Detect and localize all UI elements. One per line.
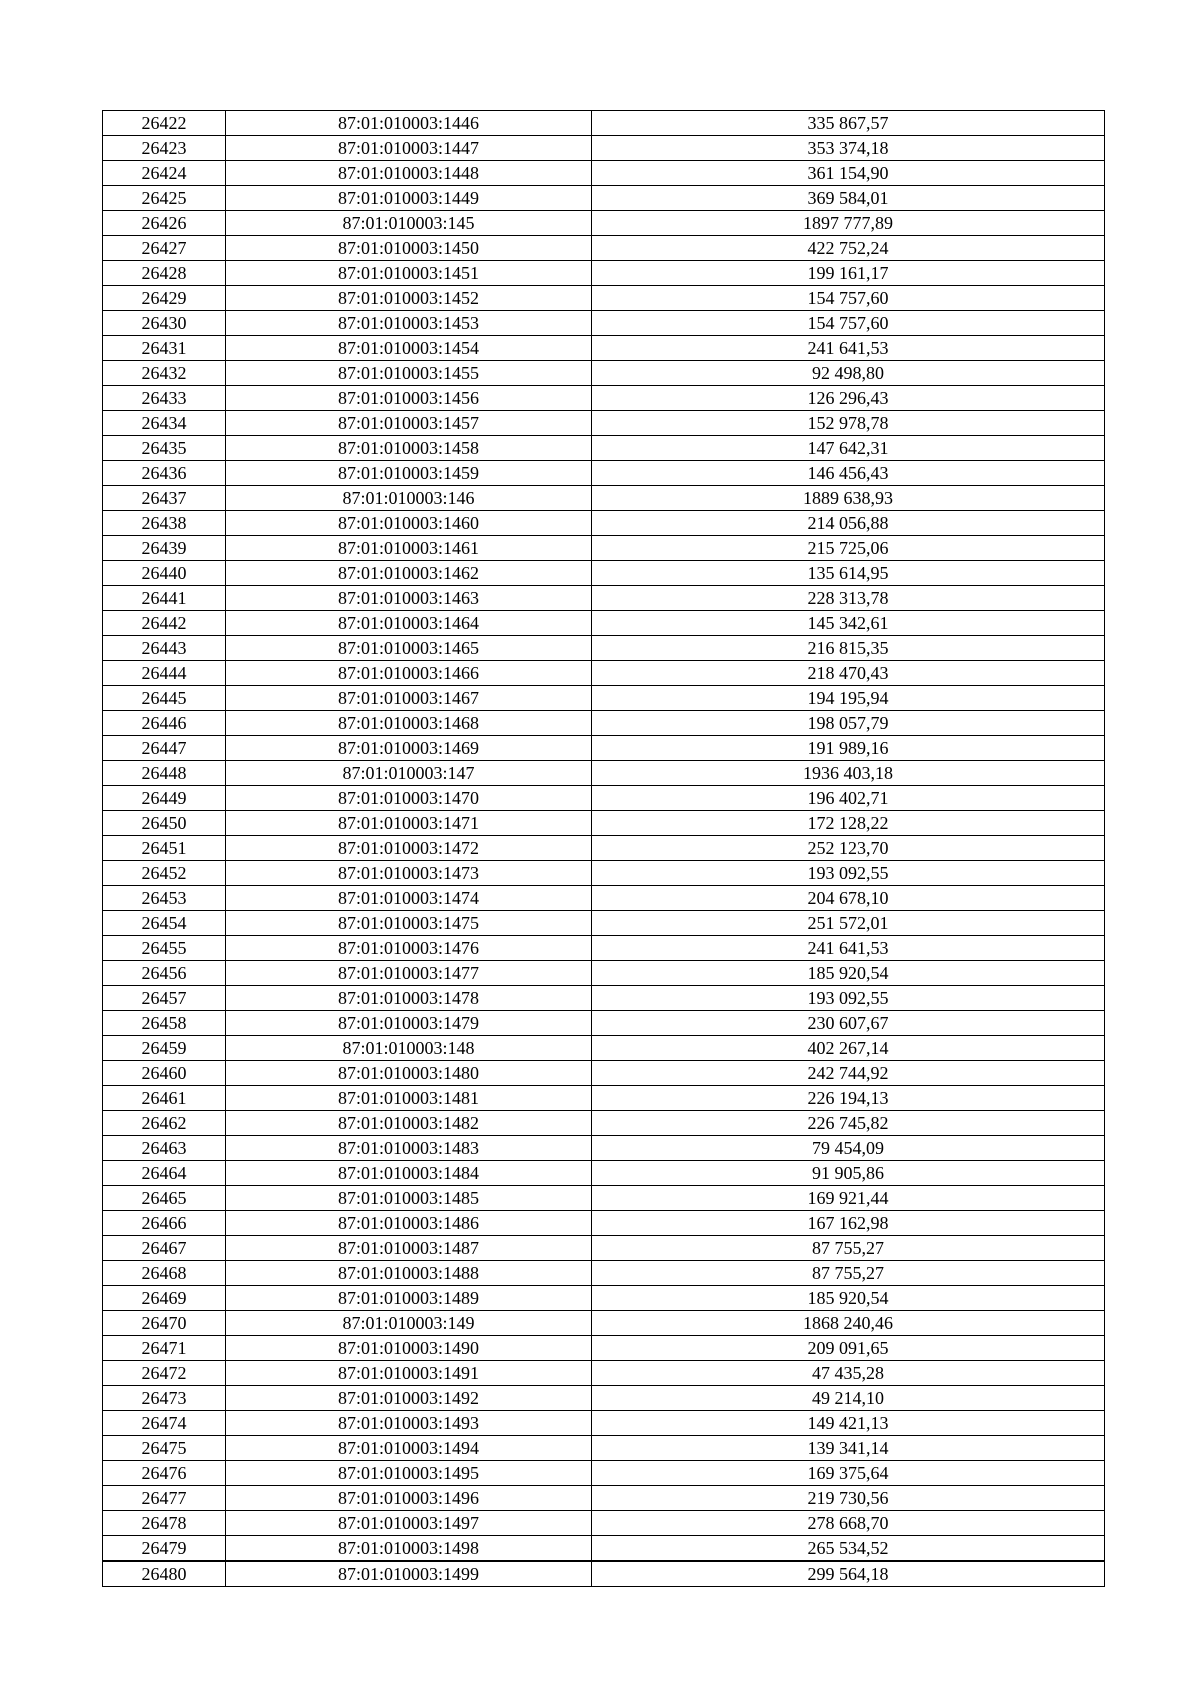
table-row: [103, 1336, 1105, 1361]
cadastral-value-cell: 369 584,01: [592, 186, 1105, 211]
table-row: [103, 911, 1105, 936]
row-number-cell: 26454: [103, 911, 226, 936]
table-row: [103, 1111, 1105, 1136]
cadastral-number-cell: 87:01:010003:1452: [226, 286, 592, 311]
cadastral-number-cell: 87:01:010003:1496: [226, 1486, 592, 1511]
cadastral-number-cell: 87:01:010003:1448: [226, 161, 592, 186]
table-row: [103, 436, 1105, 461]
cadastral-value-cell: 87 755,27: [592, 1261, 1105, 1286]
cadastral-value-cell: 149 421,13: [592, 1411, 1105, 1436]
cadastral-number-cell: 87:01:010003:149: [226, 1311, 592, 1336]
cadastral-value-cell: 172 128,22: [592, 811, 1105, 836]
row-number-cell: 26460: [103, 1061, 226, 1086]
table-row: [103, 611, 1105, 636]
cadastral-value-cell: 218 470,43: [592, 661, 1105, 686]
cadastral-value-cell: 147 642,31: [592, 436, 1105, 461]
cadastral-number-cell: 87:01:010003:1461: [226, 536, 592, 561]
table-row: [103, 111, 1105, 136]
table-row: [103, 186, 1105, 211]
table-row: [103, 1461, 1105, 1486]
row-number-cell: 26472: [103, 1361, 226, 1386]
row-number-cell: 26438: [103, 511, 226, 536]
row-number-cell: 26469: [103, 1286, 226, 1311]
table-row: [103, 861, 1105, 886]
table-row: [103, 886, 1105, 911]
row-number-cell: 26452: [103, 861, 226, 886]
table-row: [103, 1311, 1105, 1336]
cadastral-number-cell: 87:01:010003:1476: [226, 936, 592, 961]
table-row: [103, 211, 1105, 236]
table-row: [103, 736, 1105, 761]
row-number-cell: 26468: [103, 1261, 226, 1286]
table-row: [103, 711, 1105, 736]
cadastral-value-cell: 167 162,98: [592, 1211, 1105, 1236]
cadastral-value-cell: 216 815,35: [592, 636, 1105, 661]
cadastral-value-cell: 353 374,18: [592, 136, 1105, 161]
row-number-cell: 26457: [103, 986, 226, 1011]
cadastral-value-cell: 335 867,57: [592, 111, 1105, 136]
table-row: [103, 1036, 1105, 1061]
cadastral-number-cell: 87:01:010003:1464: [226, 611, 592, 636]
table-row: [103, 936, 1105, 961]
table-row: [103, 586, 1105, 611]
cadastral-number-cell: 87:01:010003:1458: [226, 436, 592, 461]
cadastral-number-cell: 87:01:010003:1449: [226, 186, 592, 211]
row-number-cell: 26429: [103, 286, 226, 311]
row-number-cell: 26464: [103, 1161, 226, 1186]
cadastral-number-cell: 87:01:010003:1497: [226, 1511, 592, 1536]
cadastral-value-cell: 241 641,53: [592, 336, 1105, 361]
cadastral-number-cell: 87:01:010003:146: [226, 486, 592, 511]
table-row: [103, 986, 1105, 1011]
cadastral-number-cell: 87:01:010003:148: [226, 1036, 592, 1061]
cadastral-number-cell: 87:01:010003:1490: [226, 1336, 592, 1361]
cadastral-value-cell: 242 744,92: [592, 1061, 1105, 1086]
table-row: [103, 461, 1105, 486]
cadastral-value-cell: 193 092,55: [592, 861, 1105, 886]
table-row: [103, 961, 1105, 986]
row-number-cell: 26439: [103, 536, 226, 561]
row-number-cell: 26432: [103, 361, 226, 386]
cadastral-number-cell: 87:01:010003:1465: [226, 636, 592, 661]
cadastral-number-cell: 87:01:010003:1475: [226, 911, 592, 936]
cadastral-value-cell: 185 920,54: [592, 1286, 1105, 1311]
cadastral-number-cell: 87:01:010003:1446: [226, 111, 592, 136]
row-number-cell: 26430: [103, 311, 226, 336]
row-number-cell: 26451: [103, 836, 226, 861]
row-number-cell: 26453: [103, 886, 226, 911]
table-row: [103, 286, 1105, 311]
cadastral-value-cell: 169 375,64: [592, 1461, 1105, 1486]
cadastral-number-cell: 87:01:010003:1469: [226, 736, 592, 761]
table-row: [103, 311, 1105, 336]
cadastral-value-cell: 219 730,56: [592, 1486, 1105, 1511]
table-row: [103, 786, 1105, 811]
cadastral-value-cell: 252 123,70: [592, 836, 1105, 861]
table-row: [103, 1536, 1105, 1562]
row-number-cell: 26480: [103, 1561, 226, 1587]
table-row: [103, 1161, 1105, 1186]
row-number-cell: 26447: [103, 736, 226, 761]
row-number-cell: 26445: [103, 686, 226, 711]
cadastral-value-cell: 191 989,16: [592, 736, 1105, 761]
row-number-cell: 26440: [103, 561, 226, 586]
cadastral-value-cell: 146 456,43: [592, 461, 1105, 486]
cadastral-number-cell: 87:01:010003:1498: [226, 1536, 592, 1562]
cadastral-number-cell: 87:01:010003:1456: [226, 386, 592, 411]
cadastral-number-cell: 87:01:010003:1495: [226, 1461, 592, 1486]
row-number-cell: 26431: [103, 336, 226, 361]
row-number-cell: 26459: [103, 1036, 226, 1061]
row-number-cell: 26422: [103, 111, 226, 136]
cadastral-value-cell: 226 745,82: [592, 1111, 1105, 1136]
row-number-cell: 26473: [103, 1386, 226, 1411]
table-row: [103, 1386, 1105, 1411]
cadastral-value-cell: 185 920,54: [592, 961, 1105, 986]
cadastral-value-cell: 199 161,17: [592, 261, 1105, 286]
table-row: [103, 811, 1105, 836]
table-row: [103, 761, 1105, 786]
table-row: [103, 561, 1105, 586]
row-number-cell: 26428: [103, 261, 226, 286]
table-row: [103, 1061, 1105, 1086]
row-number-cell: 26426: [103, 211, 226, 236]
row-number-cell: 26476: [103, 1461, 226, 1486]
row-number-cell: 26470: [103, 1311, 226, 1336]
cadastral-value-cell: 251 572,01: [592, 911, 1105, 936]
row-number-cell: 26436: [103, 461, 226, 486]
row-number-cell: 26448: [103, 761, 226, 786]
cadastral-number-cell: 87:01:010003:1499: [226, 1561, 592, 1587]
cadastral-number-cell: 87:01:010003:1486: [226, 1211, 592, 1236]
cadastral-number-cell: 87:01:010003:1489: [226, 1286, 592, 1311]
cadastral-value-cell: 204 678,10: [592, 886, 1105, 911]
cadastral-value-cell: 194 195,94: [592, 686, 1105, 711]
cadastral-number-cell: 87:01:010003:1484: [226, 1161, 592, 1186]
cadastral-value-cell: 91 905,86: [592, 1161, 1105, 1186]
cadastral-value-cell: 209 091,65: [592, 1336, 1105, 1361]
cadastral-value-cell: 169 921,44: [592, 1186, 1105, 1211]
table-body: [103, 111, 1105, 1587]
cadastral-number-cell: 87:01:010003:1492: [226, 1386, 592, 1411]
cadastral-number-cell: 87:01:010003:1455: [226, 361, 592, 386]
cadastral-value-cell: 1889 638,93: [592, 486, 1105, 511]
table-row: [103, 1236, 1105, 1261]
cadastral-number-cell: 87:01:010003:1462: [226, 561, 592, 586]
cadastral-value-cell: 139 341,14: [592, 1436, 1105, 1461]
cadastral-number-cell: 87:01:010003:1477: [226, 961, 592, 986]
cadastral-value-cell: 361 154,90: [592, 161, 1105, 186]
cadastral-number-cell: 87:01:010003:1479: [226, 1011, 592, 1036]
cadastral-number-cell: 87:01:010003:1471: [226, 811, 592, 836]
table-row: [103, 136, 1105, 161]
table-row: [103, 1361, 1105, 1386]
row-number-cell: 26458: [103, 1011, 226, 1036]
cadastral-value-table: [102, 110, 1105, 1587]
table-row: [103, 386, 1105, 411]
row-number-cell: 26442: [103, 611, 226, 636]
table-row: [103, 1561, 1105, 1587]
row-number-cell: 26477: [103, 1486, 226, 1511]
row-number-cell: 26461: [103, 1086, 226, 1111]
cadastral-value-cell: 228 313,78: [592, 586, 1105, 611]
table-row: [103, 161, 1105, 186]
table-row: [103, 1486, 1105, 1511]
table-row: [103, 836, 1105, 861]
cadastral-number-cell: 87:01:010003:1491: [226, 1361, 592, 1386]
row-number-cell: 26444: [103, 661, 226, 686]
row-number-cell: 26441: [103, 586, 226, 611]
row-number-cell: 26450: [103, 811, 226, 836]
row-number-cell: 26435: [103, 436, 226, 461]
row-number-cell: 26466: [103, 1211, 226, 1236]
cadastral-value-cell: 278 668,70: [592, 1511, 1105, 1536]
cadastral-number-cell: 87:01:010003:1459: [226, 461, 592, 486]
cadastral-value-cell: 154 757,60: [592, 311, 1105, 336]
cadastral-number-cell: 87:01:010003:1487: [226, 1236, 592, 1261]
row-number-cell: 26465: [103, 1186, 226, 1211]
cadastral-number-cell: 87:01:010003:1453: [226, 311, 592, 336]
row-number-cell: 26424: [103, 161, 226, 186]
cadastral-value-cell: 226 194,13: [592, 1086, 1105, 1111]
table-row: [103, 1411, 1105, 1436]
cadastral-number-cell: 87:01:010003:1480: [226, 1061, 592, 1086]
row-number-cell: 26462: [103, 1111, 226, 1136]
cadastral-number-cell: 87:01:010003:1488: [226, 1261, 592, 1286]
row-number-cell: 26455: [103, 936, 226, 961]
row-number-cell: 26449: [103, 786, 226, 811]
row-number-cell: 26456: [103, 961, 226, 986]
cadastral-value-cell: 265 534,52: [592, 1536, 1105, 1562]
cadastral-number-cell: 87:01:010003:1451: [226, 261, 592, 286]
cadastral-number-cell: 87:01:010003:1466: [226, 661, 592, 686]
cadastral-number-cell: 87:01:010003:147: [226, 761, 592, 786]
cadastral-number-cell: 87:01:010003:1457: [226, 411, 592, 436]
cadastral-value-cell: 215 725,06: [592, 536, 1105, 561]
cadastral-value-cell: 152 978,78: [592, 411, 1105, 436]
cadastral-value-cell: 135 614,95: [592, 561, 1105, 586]
cadastral-value-cell: 92 498,80: [592, 361, 1105, 386]
table-row: [103, 536, 1105, 561]
row-number-cell: 26425: [103, 186, 226, 211]
row-number-cell: 26423: [103, 136, 226, 161]
row-number-cell: 26474: [103, 1411, 226, 1436]
row-number-cell: 26433: [103, 386, 226, 411]
row-number-cell: 26443: [103, 636, 226, 661]
table-row: [103, 411, 1105, 436]
cadastral-number-cell: 87:01:010003:1482: [226, 1111, 592, 1136]
cadastral-value-cell: 198 057,79: [592, 711, 1105, 736]
table-row: [103, 1511, 1105, 1536]
cadastral-value-cell: 230 607,67: [592, 1011, 1105, 1036]
cadastral-number-cell: 87:01:010003:1481: [226, 1086, 592, 1111]
row-number-cell: 26446: [103, 711, 226, 736]
cadastral-value-cell: 154 757,60: [592, 286, 1105, 311]
table-row: [103, 236, 1105, 261]
cadastral-value-cell: 49 214,10: [592, 1386, 1105, 1411]
table-row: [103, 336, 1105, 361]
table-row: [103, 361, 1105, 386]
row-number-cell: 26478: [103, 1511, 226, 1536]
cadastral-value-cell: 47 435,28: [592, 1361, 1105, 1386]
cadastral-value-cell: 126 296,43: [592, 386, 1105, 411]
row-number-cell: 26467: [103, 1236, 226, 1261]
table-row: [103, 1086, 1105, 1111]
table-row: [103, 1136, 1105, 1161]
table-row: [103, 1186, 1105, 1211]
cadastral-number-cell: 87:01:010003:1473: [226, 861, 592, 886]
table-row: [103, 1261, 1105, 1286]
cadastral-number-cell: 87:01:010003:1494: [226, 1436, 592, 1461]
row-number-cell: 26437: [103, 486, 226, 511]
document-page: [102, 110, 1104, 1587]
row-number-cell: 26434: [103, 411, 226, 436]
cadastral-number-cell: 87:01:010003:1447: [226, 136, 592, 161]
table-row: [103, 1011, 1105, 1036]
row-number-cell: 26471: [103, 1336, 226, 1361]
cadastral-value-cell: 214 056,88: [592, 511, 1105, 536]
cadastral-number-cell: 87:01:010003:1493: [226, 1411, 592, 1436]
cadastral-number-cell: 87:01:010003:1474: [226, 886, 592, 911]
cadastral-value-cell: 422 752,24: [592, 236, 1105, 261]
table-row: [103, 636, 1105, 661]
cadastral-value-cell: 241 641,53: [592, 936, 1105, 961]
cadastral-value-cell: 1897 777,89: [592, 211, 1105, 236]
cadastral-number-cell: 87:01:010003:1468: [226, 711, 592, 736]
cadastral-number-cell: 87:01:010003:1463: [226, 586, 592, 611]
table-row: [103, 1436, 1105, 1461]
cadastral-number-cell: 87:01:010003:145: [226, 211, 592, 236]
table-row: [103, 686, 1105, 711]
cadastral-value-cell: 299 564,18: [592, 1561, 1105, 1587]
cadastral-number-cell: 87:01:010003:1483: [226, 1136, 592, 1161]
table-row: [103, 1211, 1105, 1236]
cadastral-value-cell: 1868 240,46: [592, 1311, 1105, 1336]
cadastral-value-cell: 87 755,27: [592, 1236, 1105, 1261]
cadastral-value-cell: 196 402,71: [592, 786, 1105, 811]
cadastral-number-cell: 87:01:010003:1472: [226, 836, 592, 861]
table-row: [103, 511, 1105, 536]
cadastral-number-cell: 87:01:010003:1485: [226, 1186, 592, 1211]
table-row: [103, 486, 1105, 511]
table-row: [103, 1286, 1105, 1311]
cadastral-value-cell: 193 092,55: [592, 986, 1105, 1011]
row-number-cell: 26479: [103, 1536, 226, 1562]
cadastral-value-cell: 145 342,61: [592, 611, 1105, 636]
table-row: [103, 261, 1105, 286]
row-number-cell: 26427: [103, 236, 226, 261]
table-row: [103, 661, 1105, 686]
cadastral-number-cell: 87:01:010003:1478: [226, 986, 592, 1011]
cadastral-value-cell: 79 454,09: [592, 1136, 1105, 1161]
cadastral-value-cell: 402 267,14: [592, 1036, 1105, 1061]
row-number-cell: 26475: [103, 1436, 226, 1461]
row-number-cell: 26463: [103, 1136, 226, 1161]
cadastral-number-cell: 87:01:010003:1450: [226, 236, 592, 261]
cadastral-number-cell: 87:01:010003:1460: [226, 511, 592, 536]
cadastral-number-cell: 87:01:010003:1454: [226, 336, 592, 361]
cadastral-number-cell: 87:01:010003:1467: [226, 686, 592, 711]
cadastral-value-cell: 1936 403,18: [592, 761, 1105, 786]
cadastral-number-cell: 87:01:010003:1470: [226, 786, 592, 811]
